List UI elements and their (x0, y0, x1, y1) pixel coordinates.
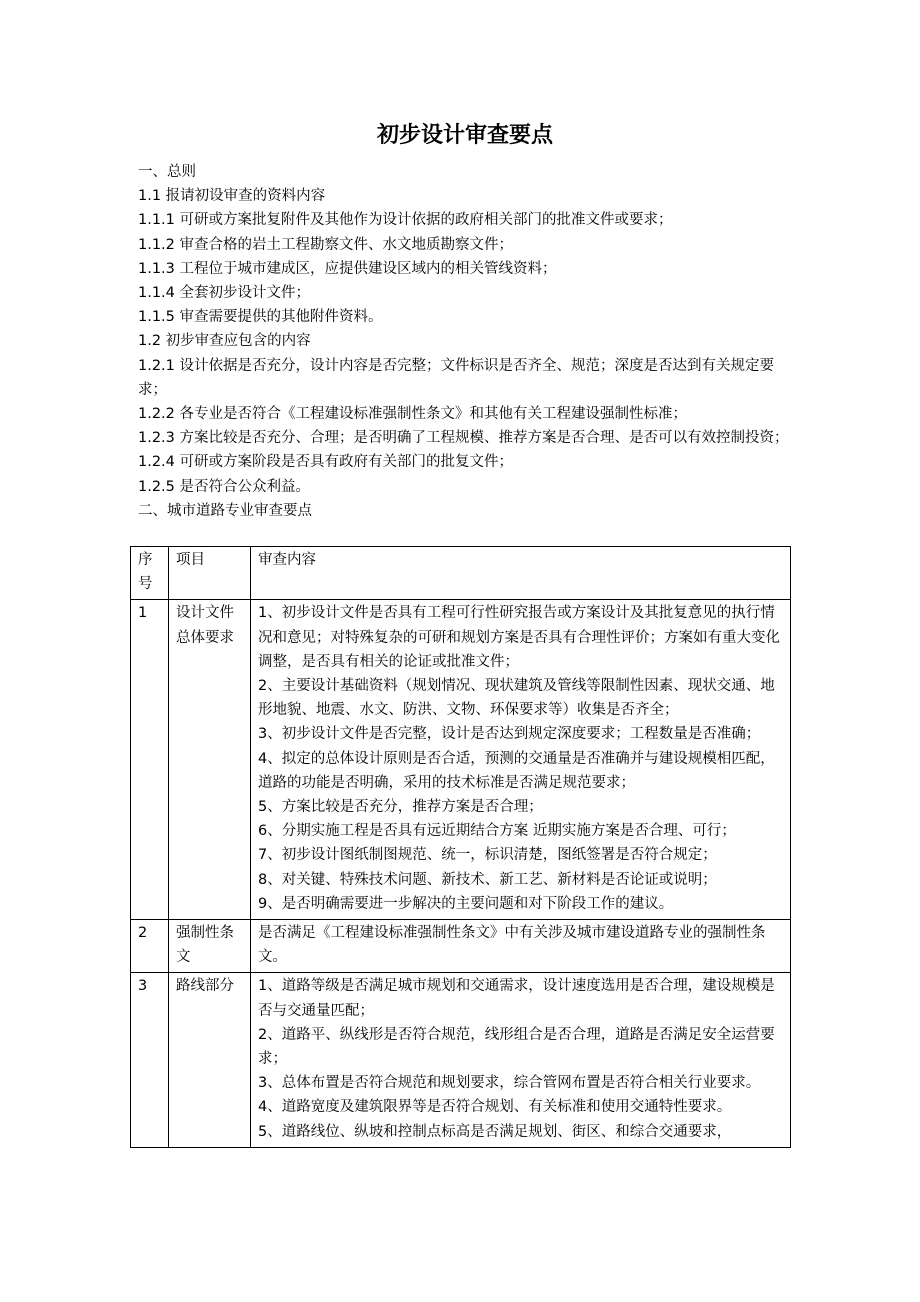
content-line: 4、拟定的总体设计原则是否合适，预测的交通量是否准确并与建设规模相匹配，道路的功能是否明确，采用的技术标准是否满足规范要求； (258, 750, 775, 791)
row-content (251, 920, 791, 973)
content-line: 8、对关键、特殊技术问题、新技术、新工艺、新材料是否论证或说明； (258, 871, 717, 888)
section-heading: 一、总则 (138, 164, 196, 180)
content-line: 5、道路线位、纵坡和控制点标高是否满足规划、街区、和综合交通要求， (258, 1123, 732, 1140)
header-item: 项目 (169, 547, 251, 600)
row-no: 3 (131, 973, 169, 1147)
section-heading: 二、城市道路专业审查要点 (138, 502, 312, 519)
general-section (138, 160, 792, 523)
header-no: 序号 (131, 547, 169, 600)
content-line: 2、道路平、纵线形是否符合规范，线形组合是否合理，道路是否满足安全运营要求； (258, 1026, 775, 1068)
row-content (251, 973, 791, 1147)
content-line: 7、初步设计图纸制图规范、统一，标识清楚，图纸签署是否符合规定； (258, 847, 717, 864)
content-line: 9、是否明确需要进一步解决的主要问题和对下阶段工作的建议。 (258, 895, 674, 912)
clause-line: 1.2.1 设计依据是否充分，设计内容是否完整；文件标识是否齐全、规范；深度是否达到有关规定要求； (138, 357, 774, 398)
row-item: 设计文件总体要求 (169, 600, 251, 920)
clause-line: 1.2.2 各专业是否符合《工程建设标准强制性条文》和其他有关工程建设强制性标准； (138, 406, 688, 423)
content-line: 3、初步设计文件是否完整，设计是否达到规定深度要求；工程数量是否准确； (258, 726, 761, 743)
row-no: 2 (131, 920, 169, 973)
clause-line: 1.1.1 可研或方案批复附件及其他作为设计依据的政府相关部门的批准文件或要求； (138, 212, 673, 229)
row-content (251, 600, 791, 920)
row-no: 1 (131, 600, 169, 920)
subsection-heading: 1.2 初步审查应包含的内容 (138, 333, 311, 350)
table-row (131, 600, 791, 920)
clause-line: 1.2.3 方案比较是否充分、合理；是否明确了工程规模、推荐方案是否合理、是否可以有效控制投资； (138, 430, 789, 447)
content-line: 5、方案比较是否充分，推荐方案是否合理； (258, 799, 543, 816)
row-item: 强制性条文 (169, 920, 251, 973)
table-header-row (131, 547, 791, 600)
content-line: 1、初步设计文件是否具有工程可行性研究报告或方案设计及其批复意见的执行情况和意见；对特殊复杂的可研和规划方案是否具有合理性评价；方案如有重大变化调整，是否具有相关的论证或批准文件； (258, 605, 780, 670)
clause-line: 1.1.2 审查合格的岩土工程勘察文件、水文地质勘察文件； (138, 236, 514, 253)
row-item: 路线部分 (169, 973, 251, 1147)
table-row (131, 920, 791, 973)
subsection-heading: 1.1 报请初设审查的资料内容 (138, 188, 326, 205)
header-content: 审查内容 (251, 547, 791, 600)
clause-line: 1.2.5 是否符合公众利益。 (138, 478, 311, 495)
table-row (131, 973, 791, 1147)
content-line: 是否满足《工程建设标准强制性条文》中有关涉及城市建设道路专业的强制性条文。 (258, 925, 766, 966)
clause-line: 1.1.3 工程位于城市建成区，应提供建设区域内的相关管线资料； (138, 260, 557, 277)
content-line: 6、分期实施工程是否具有远近期结合方案 近期实施方案是否合理、可行； (258, 823, 736, 840)
content-line: 1、道路等级是否满足城市规划和交通需求，设计速度选用是否合理，建设规模是否与交通量匹配； (258, 978, 775, 1019)
document-title: 初步设计审查要点 (376, 123, 553, 148)
content-line: 4、道路宽度及建筑限界等是否符合规划、有关标准和使用交通特性要求。 (258, 1099, 732, 1116)
clause-line: 1.2.4 可研或方案阶段是否具有政府有关部门的批复文件； (138, 454, 514, 471)
content-line: 3、总体布置是否符合规范和规划要求，综合管网布置是否符合相关行业要求。 (258, 1075, 761, 1092)
clause-line: 1.1.4 全套初步设计文件； (138, 285, 311, 302)
content-line: 2、主要设计基础资料（规划情况、现状建筑及管线等限制性因素、现状交通、地形地貌、地震、水文、防洪、文物、环保要求等）收集是否齐全； (258, 678, 775, 719)
road-review-table (130, 546, 791, 1148)
clause-line: 1.1.5 审查需要提供的其他附件资料。 (138, 309, 383, 326)
